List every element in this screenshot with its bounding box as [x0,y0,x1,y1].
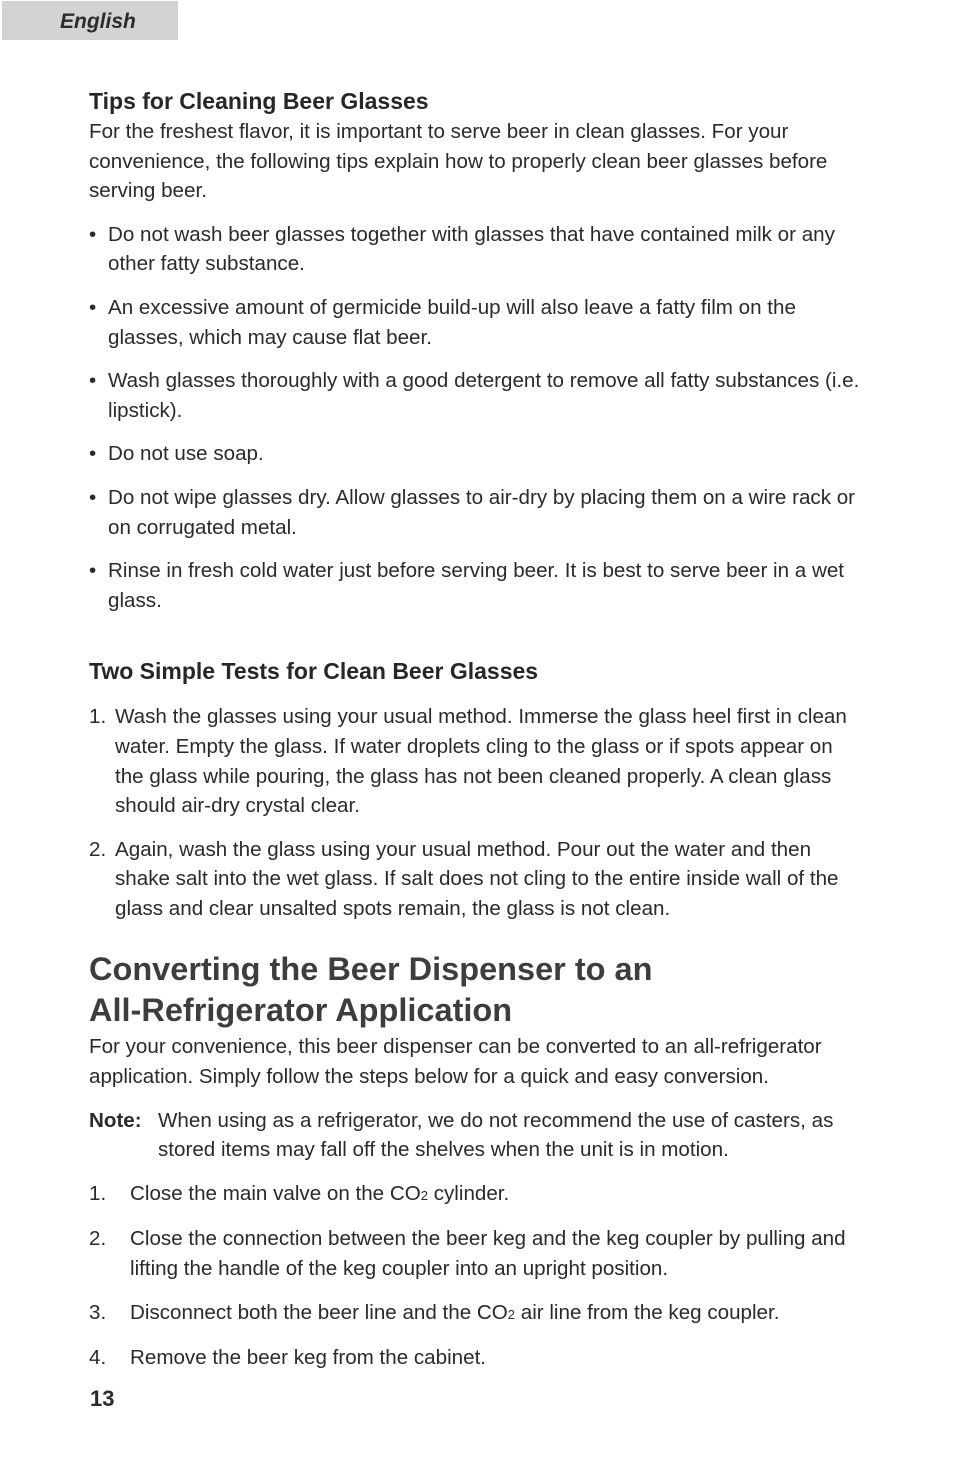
item-number: 4. [89,1346,107,1370]
note-paragraph [89,1106,864,1165]
item-number: 1. [89,705,107,729]
list-item [89,556,864,615]
list-item [89,702,864,820]
list-item-text: Do not wipe glasses dry. Allow glasses to air-dry by placing them on a wire rack or on corrugated metal. [108,485,856,539]
converting-heading-line1: Converting the Beer Dispenser to an [89,951,653,988]
bullet-mark: • [89,369,97,393]
list-item [89,1298,864,1330]
bullet-mark: • [89,442,97,466]
step-text: Remove the beer keg from the cabinet. [130,1346,487,1370]
list-item-text: Rinse in fresh cold water just before serving beer. It is best to serve beer in a wet glass. [108,559,845,612]
subscript: 2 [420,1187,428,1203]
list-item [89,483,864,542]
list-item [89,293,864,352]
list-item-text: Wash glasses thoroughly with a good detergent to remove all fatty substances (i.e. lipstick). [108,369,860,422]
page-content [89,86,864,1373]
bullet-mark: • [89,222,97,246]
language-tab: English [2,1,178,40]
list-item-text: Do not use soap. [108,442,264,466]
item-number: 2. [89,1227,107,1251]
converting-intro: For your convenience, this beer dispenser can be converted to an all-refrigerator application. Simply follow the steps below for a quick and easy conversion. [89,1035,822,1089]
step-text-end: air line from the keg coupler. [515,1300,780,1324]
tips-bullet-list [89,220,864,616]
converting-heading [89,949,864,1031]
bullet-mark: • [89,485,97,509]
note-text: When using as a refrigerator, we do not recommend the use of casters, as stored items may fall off the shelves when the unit is in motion. [158,1108,834,1162]
subscript: 2 [507,1306,516,1322]
item-number: 3. [89,1300,107,1324]
list-item-text: Wash the glasses using your usual method. Immerse the glass heel first in clean water. Empty the glass. If water droplets cling to the glass or if spots appear on the glass while pouring, the glass has not been cleaned properly. A clean glass should air-dry crystal clear. [115,705,847,818]
step-text: Close the connection between the beer keg and the keg coupler by pulling and lifting the handle of the keg coupler into an upright position. [130,1227,846,1281]
step-text-end: cylinder. [427,1181,510,1205]
list-item-text: Do not wash beer glasses together with glasses that have contained milk or any other fatty substance. [108,222,835,276]
list-item [89,835,864,924]
list-item-text: An excessive amount of germicide build-up will also leave a fatty film on the glasses, which may cause flat beer. [108,295,796,349]
list-item [89,366,864,425]
tests-heading: Two Simple Tests for Clean Beer Glasses [89,658,539,685]
tips-intro: For the freshest flavor, it is important to serve beer in clean glasses. For your convenience, the following tips explain how to properly clean beer glasses before serving beer. [89,120,828,203]
step-text: Close the main valve on the CO [130,1181,421,1205]
step-text: Disconnect both the beer line and the CO [130,1300,508,1324]
list-item [89,220,864,279]
list-item [89,439,864,469]
page-number: 13 [90,1386,115,1411]
list-item [89,1179,864,1211]
bullet-mark: • [89,559,97,583]
bullet-mark: • [89,295,97,319]
converting-heading-line2: All-Refrigerator Application [89,992,513,1029]
item-number: 2. [89,837,107,861]
list-item-text: Again, wash the glass using your usual method. Pour out the water and then shake salt into the wet glass. If salt does not cling to the entire inside wall of the glass and clear unsalted spots remain, the glass is not clean. [115,837,839,920]
tips-heading: Tips for Cleaning Beer Glasses [89,88,429,114]
note-label: Note: [89,1108,142,1132]
tests-numbered-list [89,702,864,923]
list-item [89,1343,864,1373]
conversion-steps [89,1179,864,1373]
list-item [89,1224,864,1283]
item-number: 1. [89,1181,107,1205]
